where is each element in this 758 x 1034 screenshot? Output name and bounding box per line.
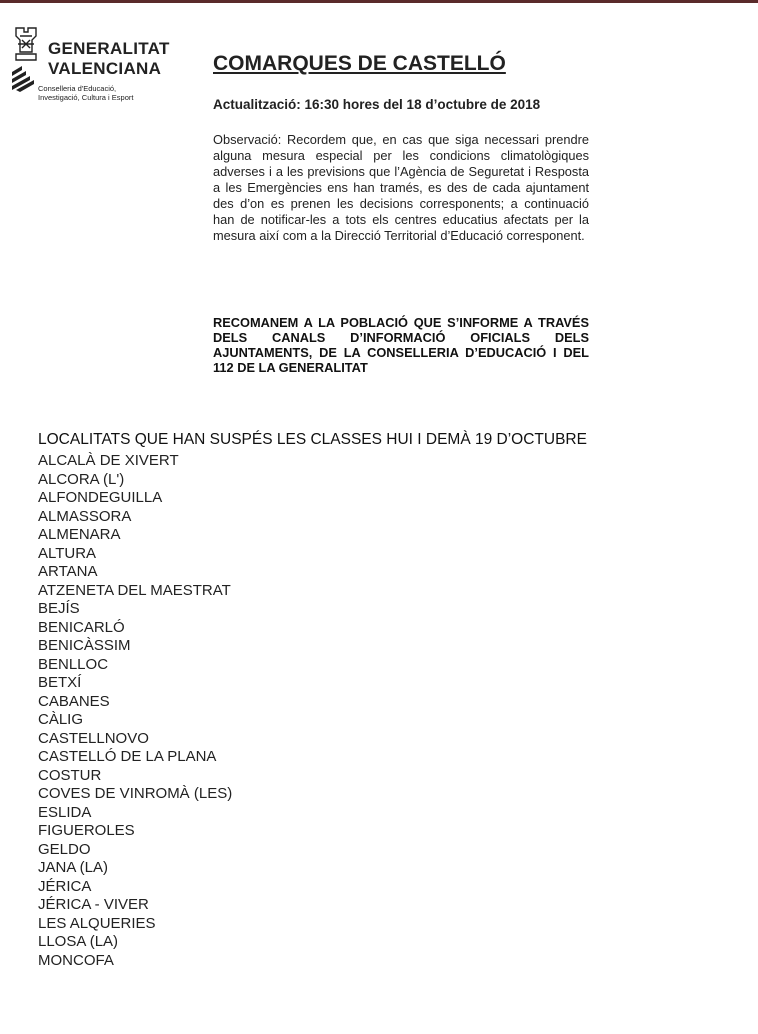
locality-item: BETXÍ	[38, 674, 82, 691]
locality-item: CASTELLNOVO	[38, 729, 149, 747]
observation-paragraph: Observació: Recordem que, en cas que siga necessari prendre alguna mesura especial per les condicions climatològiques adverses i a les previsions que l’Agència de Seguretat i Resposta a les Emergències ens han tramés, es des de cada ajuntament des d’on es prenen les decisions corresponents; a continuació han de notificar-les a tots els centres educatius afectats per la mesura així com a la Direcció Territorial d’Educació corresponent.	[213, 132, 589, 243]
locality-item: ALCALÀ DE XIVERT	[38, 452, 179, 469]
locality-item: JANA (LA)	[38, 859, 109, 876]
locality-item: BENICARLÓ	[38, 618, 125, 636]
locality-item: JÉRICA	[38, 877, 92, 895]
locality-item: COVES DE VINROMÀ (LES)	[38, 785, 233, 802]
locality-item: ALTURA	[38, 544, 97, 562]
locality-item: CABANES	[38, 692, 110, 710]
locality-item: LLOSA (LA)	[38, 933, 119, 950]
locality-item: MONCOFA	[38, 951, 114, 969]
locality-item: ALFONDEGUILLA	[38, 489, 163, 506]
logo-subtitle-line-2: Investigació, Cultura i Esport	[38, 93, 134, 102]
locality-item: ATZENETA DEL MAESTRAT	[38, 581, 231, 599]
locality-item: ARTANA	[38, 563, 98, 580]
locality-item: FIGUEROLES	[38, 822, 135, 839]
locality-item: BEJÍS	[38, 600, 80, 617]
locality-item: ALMASSORA	[38, 507, 132, 525]
locality-item: COSTUR	[38, 766, 102, 784]
locality-item: BENICÀSSIM	[38, 637, 131, 654]
update-timestamp: Actualització: 16:30 hores del 18 d’octubre de 2018	[213, 97, 541, 112]
logo-subtitle	[38, 84, 208, 102]
logo-line-1: GENERALITAT	[48, 39, 170, 58]
generalitat-logo	[10, 26, 200, 112]
logo-line-2: VALENCIANA	[48, 59, 162, 78]
locality-item: ALCORA (L')	[38, 470, 125, 488]
locality-item: ESLIDA	[38, 803, 92, 821]
logo-subtitle-line-1: Conselleria d'Educació,	[38, 84, 117, 93]
locality-item: LES ALQUERIES	[38, 914, 156, 932]
localities-heading: LOCALITATS QUE HAN SUSPÉS LES CLASSES HUI I DEMÀ 19 D’OCTUBRE	[38, 431, 587, 448]
top-border	[0, 0, 758, 3]
locality-item: CÀLIG	[38, 711, 84, 728]
locality-item: JÉRICA - VIVER	[38, 896, 149, 913]
locality-item: ALMENARA	[38, 526, 121, 543]
recommendation-paragraph: RECOMANEM A LA POBLACIÓ QUE S’INFORME A TRAVÉS DELS CANALS D’INFORMACIÓ OFICIALS DELS AJUNTAMENTS, DE LA CONSELLERIA D’EDUCACIÓ I DEL 112 DE LA GENERALITAT	[213, 315, 589, 375]
locality-item: GELDO	[38, 840, 91, 858]
page-title: COMARQUES DE CASTELLÓ	[213, 52, 506, 75]
localities-list	[38, 452, 232, 970]
locality-item: BENLLOC	[38, 655, 109, 673]
locality-item: CASTELLÓ DE LA PLANA	[38, 748, 217, 765]
